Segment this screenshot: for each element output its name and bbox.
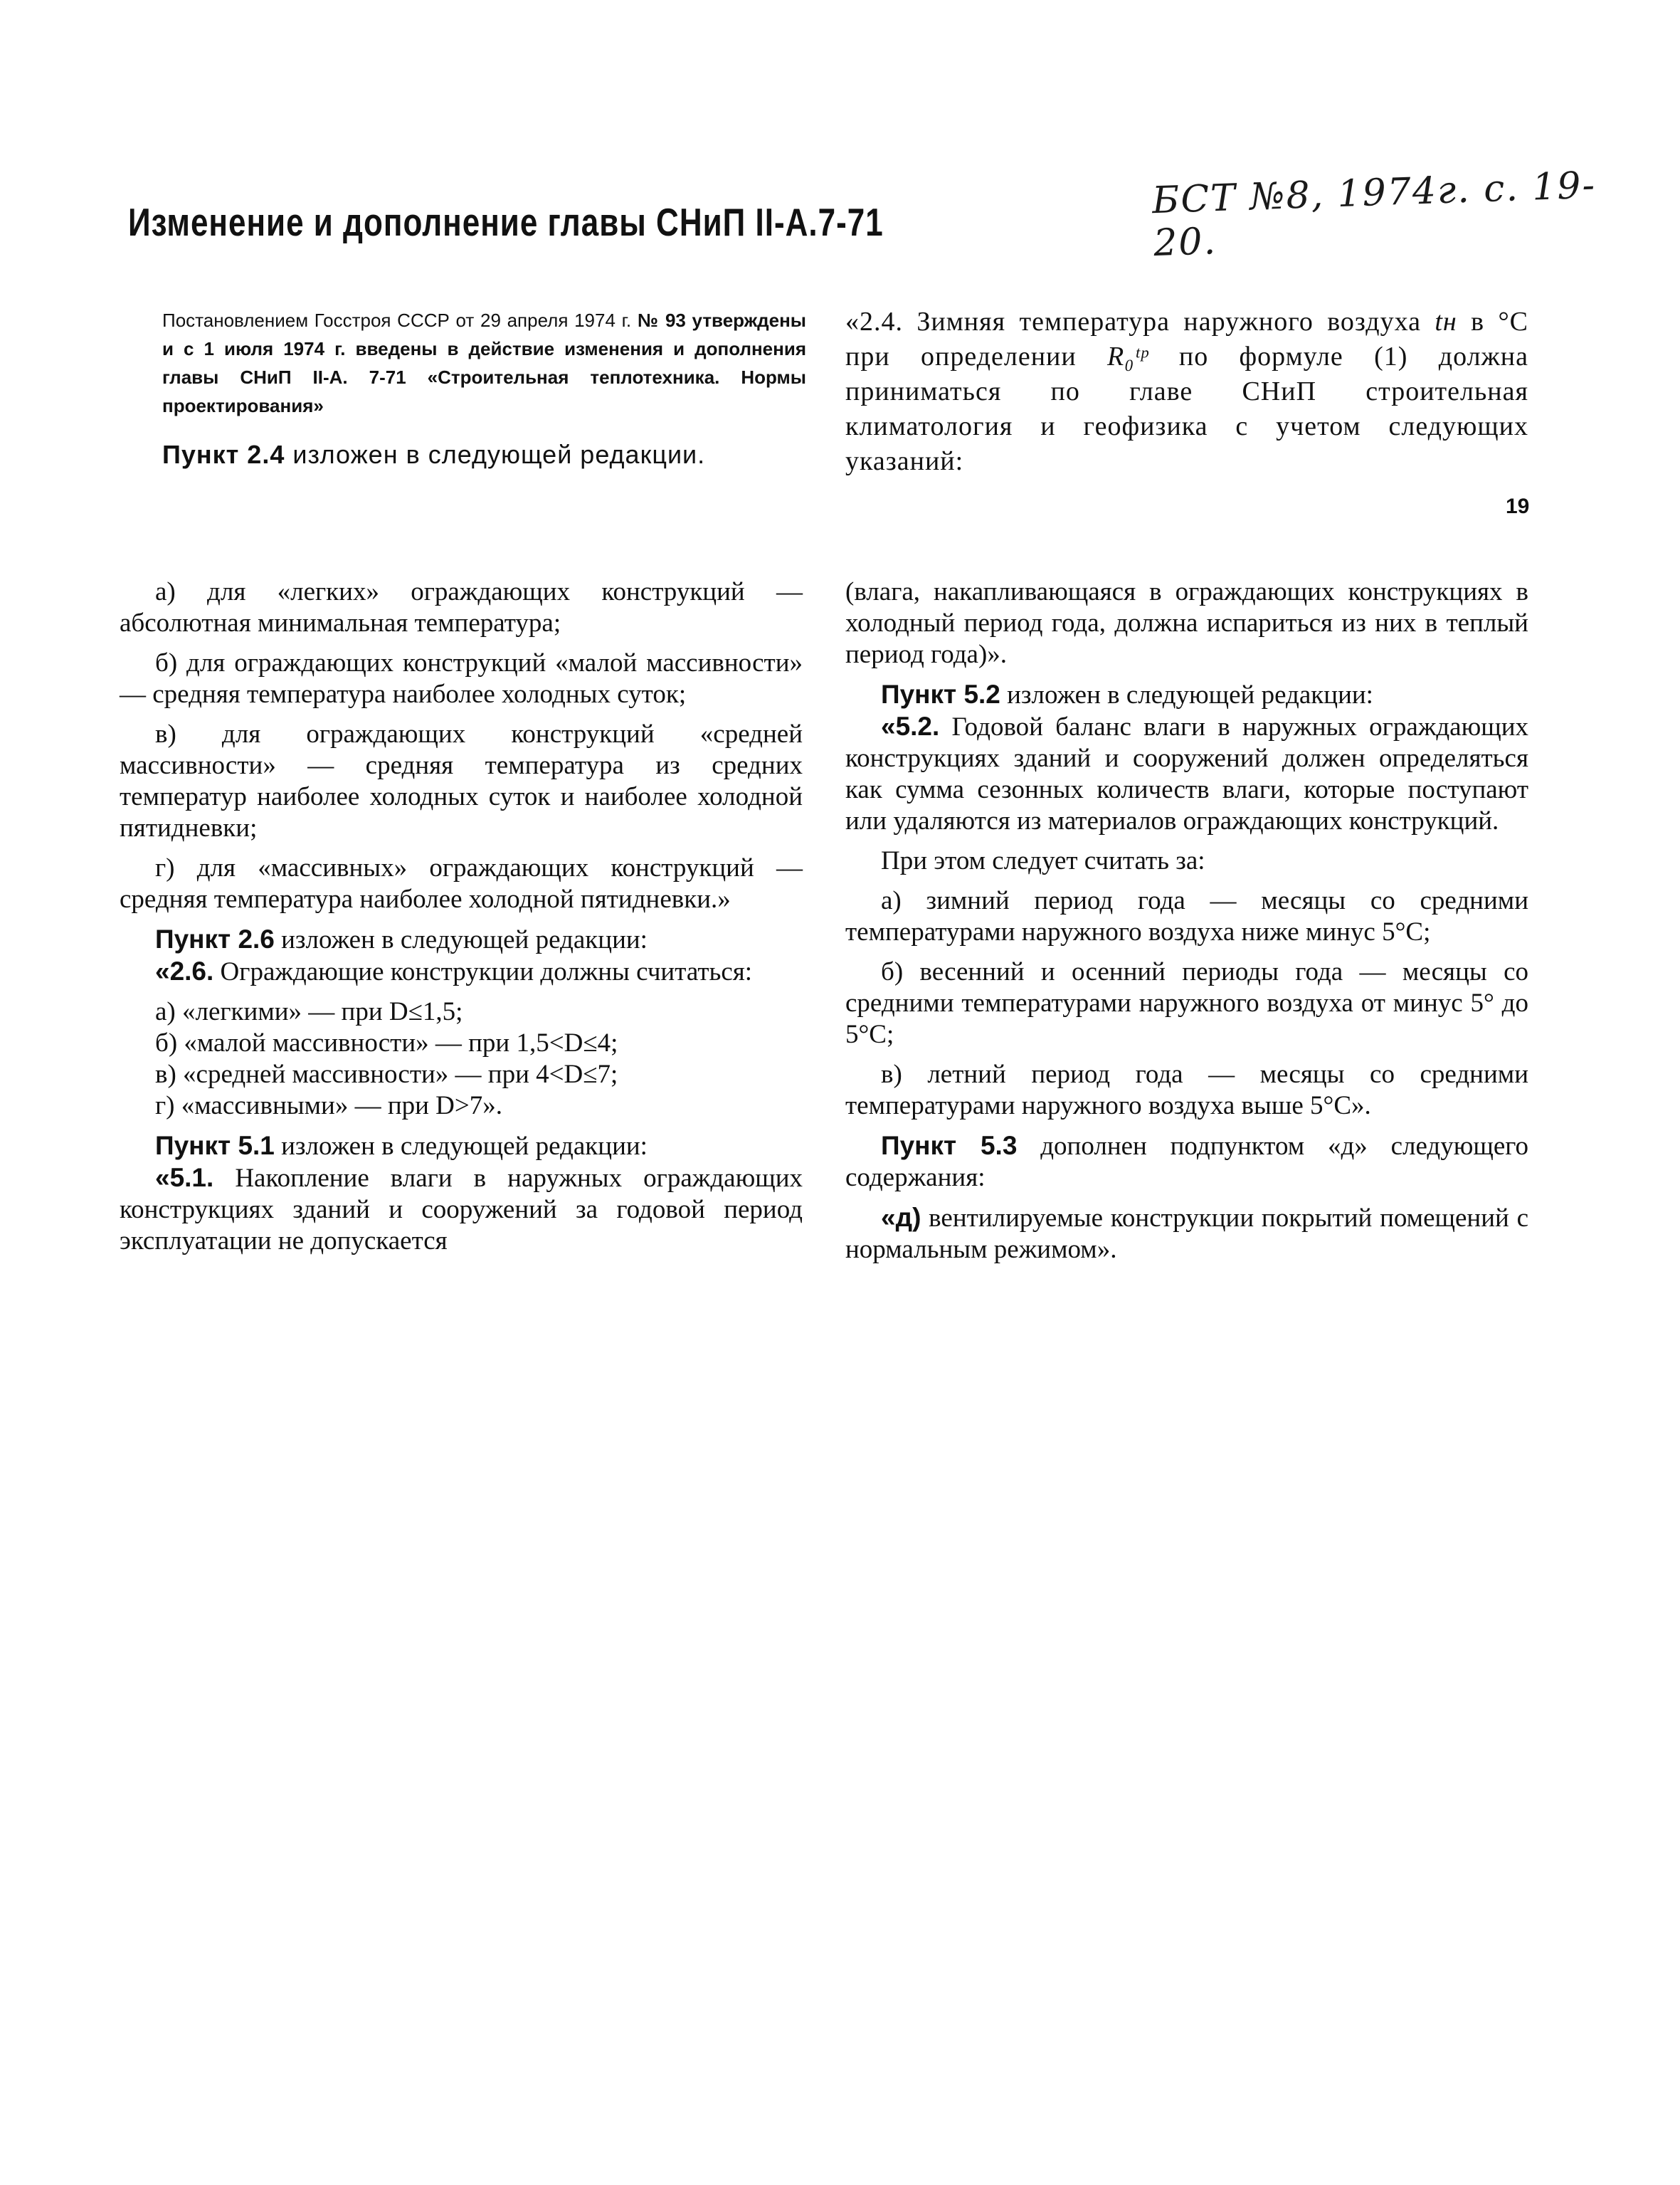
intro-lead: Постановлением Госстроя СССР от 29 апреля 1974 г. bbox=[162, 310, 632, 331]
consider-line: При этом следует считать за: bbox=[881, 846, 1205, 875]
t-symbol: tн bbox=[1435, 307, 1457, 337]
quote-2-6 bbox=[120, 956, 803, 988]
punkt-2-6-text: изложен в следующей редакции: bbox=[281, 925, 648, 954]
punkt-2-6 bbox=[120, 924, 803, 956]
item-b: б) для ограждающих конструкций «малой массивности» — средняя температура наиболее холодных суток; bbox=[120, 648, 803, 709]
punkt-5-2-label: Пункт 5.2 bbox=[881, 680, 1000, 709]
quote-5-3-text: вентилируемые конструкции покрытий помещений с нормальным режимом». bbox=[845, 1204, 1529, 1264]
left-column bbox=[120, 576, 803, 1265]
punkt-5-3-text: дополнен подпунктом «д» следующего содержания: bbox=[845, 1132, 1529, 1192]
season-v: в) летний период года — месяцы со средними температурами наружного воздуха выше 5°С». bbox=[845, 1060, 1528, 1120]
punkt-5-2-text: изложен в следующей редакции: bbox=[1007, 680, 1373, 710]
mass-v: в) «средней массивности» — при 4<D≤7; bbox=[155, 1060, 618, 1089]
continuation-5-1: (влага, накапливающаяся в ограждающих конструкциях в холодный период года, должна испариться из них в теплый период года)». bbox=[845, 577, 1528, 669]
quote-5-2-label: «5.2. bbox=[881, 712, 940, 741]
quote-2-6-text: Ограждающие конструкции должны считаться: bbox=[220, 957, 753, 986]
mass-b: б) «малой массивности» — при 1,5<D≤4; bbox=[155, 1028, 618, 1058]
document-title: Изменение и дополнение главы СНиП II-А.7-71 bbox=[128, 201, 884, 245]
page-number: 19 bbox=[1506, 495, 1530, 518]
quote-5-2 bbox=[845, 711, 1528, 837]
season-a: а) зимний период года — месяцы со средними температурами наружного воздуха ниже минус 5°С; bbox=[845, 886, 1528, 947]
mass-g: г) «массивными» — при D>7». bbox=[155, 1091, 503, 1120]
punkt-5-3 bbox=[845, 1130, 1528, 1194]
punkt-2-4-text: изложен в следующей редакции. bbox=[292, 440, 706, 469]
quote-5-1-text: Накопление влаги в наружных ограждающих конструкциях зданий и сооружений за годовой период эксплуатации не допускается bbox=[120, 1164, 803, 1255]
intro-paragraph bbox=[162, 306, 806, 420]
handwritten-note: БСТ №8, 1974г. с. 19-20. bbox=[1151, 164, 1597, 265]
punkt-2-6-label: Пункт 2.6 bbox=[155, 925, 275, 954]
quote-2-4-after: по формуле (1) должна приниматься по главе СНиП строительная климатология и геофизика с учетом следующих указаний: bbox=[845, 342, 1528, 476]
punkt-5-1-text: изложен в следующей редакции: bbox=[281, 1132, 648, 1161]
punkt-2-4 bbox=[162, 440, 806, 470]
quote-5-3 bbox=[845, 1202, 1528, 1265]
item-v: в) для ограждающих конструкций «средней массивности» — средняя температура из средних температур наиболее холодных суток и наиболее холодной пятидневки; bbox=[120, 720, 803, 843]
punkt-5-1-label: Пункт 5.1 bbox=[155, 1131, 275, 1160]
quote-5-1-label: «5.1. bbox=[155, 1163, 214, 1192]
mass-a: а) «легкими» — при D≤1,5; bbox=[155, 997, 463, 1026]
quote-5-3-label: «д) bbox=[881, 1203, 921, 1232]
punkt-5-3-label: Пункт 5.3 bbox=[881, 1131, 1018, 1160]
item-g: г) для «массивных» ограждающих конструкций — средняя температура наиболее холодной пятидневки.» bbox=[120, 853, 803, 914]
quote-2-4-before: «2.4. Зимняя температура наружного воздуха bbox=[845, 307, 1435, 337]
r-symbol: R₀ᵗᵖ bbox=[1107, 342, 1148, 372]
quote-5-1 bbox=[120, 1162, 803, 1257]
punkt-5-2 bbox=[845, 679, 1528, 711]
punkt-2-4-label: Пункт 2.4 bbox=[162, 440, 285, 469]
right-column bbox=[845, 576, 1528, 1274]
quote-2-4-mid: в °С при определении bbox=[845, 307, 1528, 372]
quote-2-6-label: «2.6. bbox=[155, 957, 214, 986]
paragraph-2-4-quote bbox=[845, 305, 1528, 479]
season-b: б) весенний и осенний периоды года — месяцы со средними температурами наружного воздуха от минус 5° до 5°С; bbox=[845, 957, 1528, 1049]
quote-5-2-text: Годовой баланс влаги в наружных ограждающих конструкциях зданий и сооружений должен определяться как сумма сезонных количеств влаги, которые поступают или удаляются из материалов ограждающих конструкций. bbox=[845, 712, 1528, 836]
item-a: а) для «легких» ограждающих конструкций — абсолютная минимальная температура; bbox=[120, 577, 803, 638]
intro-rest: № 93 утверждены и с 1 июля 1974 г. введены в действие изменения и дополнения главы СНиП II-А. 7-71 «Строительная теплотехника. Нормы проектирования» bbox=[162, 310, 807, 416]
punkt-5-1 bbox=[120, 1130, 803, 1162]
